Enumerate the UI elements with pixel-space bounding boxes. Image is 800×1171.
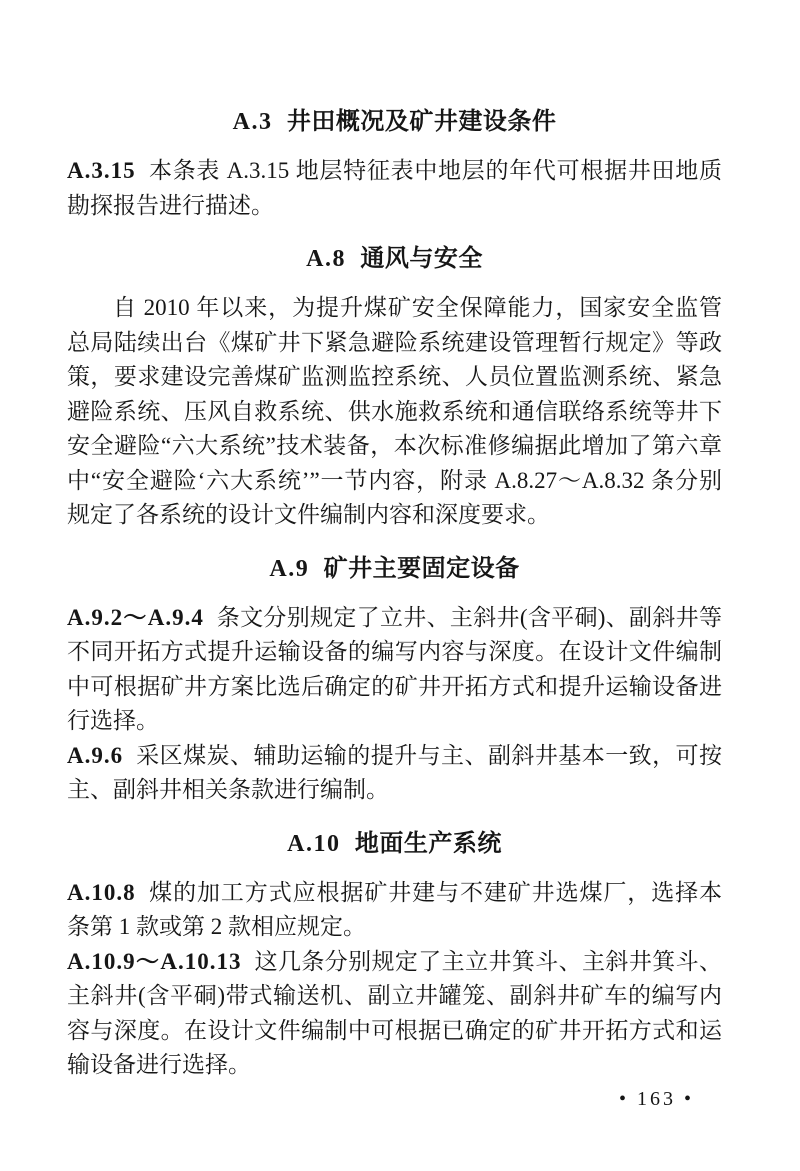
clause-paragraph: [67, 739, 722, 808]
clause-text: 煤的加工方式应根据矿井建与不建矿井选煤厂，选择本条第 1 款或第 2 款相应规定。: [67, 879, 722, 939]
section-heading: [67, 827, 722, 861]
section-number: A.3: [232, 109, 273, 135]
page-number: • 163 •: [618, 1088, 694, 1110]
clause-label: A.3.15: [67, 158, 136, 183]
clause-text: 本条表 A.3.15 地层特征表中地层的年代可根据井田地质勘探报告进行描述。: [67, 158, 722, 218]
section-a9: [67, 552, 722, 808]
clause-text: 这几条分别规定了主立井箕斗、主斜井箕斗、主斜井(含平硐)带式输送机、副立井罐笼、副斜井矿车的编写内容与深度。在设计文件编制中可根据已确定的矿井开拓方式和运输设备进行选择。: [67, 948, 722, 1077]
clause-label: A.9.6: [67, 742, 124, 768]
clause-label: A.9.2～A.9.4: [67, 604, 204, 630]
section-number: A.10: [287, 830, 341, 857]
clause-paragraph: [67, 601, 722, 739]
clause-paragraph: [67, 291, 722, 533]
clause-text: 条文分别规定了立井、主斜井(含平硐)、副斜井等不同开拓方式提升运输设备的编写内容与深度。在设计文件编制中可根据矿井方案比选后确定的矿井开拓方式和提升运输设备进行选择。: [67, 604, 722, 733]
section-heading: [67, 242, 722, 276]
clause-paragraph: [67, 945, 722, 1083]
clause-label: A.10.8: [67, 879, 136, 905]
section-a8: [67, 242, 722, 533]
section-title: 井田概况及矿井建设条件: [286, 109, 557, 135]
section-a3: [67, 105, 722, 223]
clause-label: A.10.9～A.10.13: [67, 948, 242, 974]
section-heading: [67, 552, 722, 586]
clause-text: 自 2010 年以来，为提升煤矿安全保障能力，国家安全监管总局陆续出台《煤矿井下紧急避险系统建设管理暂行规定》等政策，要求建设完善煤矿监测监控系统、人员位置监测系统、紧急避险系统、压风自救系统、供水施救系统和通信联络系统等井下安全避险“六大系统”技术装备，本次标准修编据此增加了第六章中“安全避险‘六大系统’”一节内容，附录 A.8.27～A.8.32 条分别规定了各系统的设计文件编制内容和深度要求。: [67, 295, 722, 527]
clause-text: 采区煤炭、辅助运输的提升与主、副斜井基本一致，可按主、副斜井相关条款进行编制。: [67, 742, 722, 802]
section-title: 通风与安全: [360, 246, 483, 272]
section-number: A.8: [306, 246, 346, 272]
section-title: 地面生产系统: [354, 830, 502, 857]
section-title: 矿井主要固定设备: [323, 555, 520, 582]
clause-paragraph: [67, 876, 722, 945]
section-number: A.9: [269, 555, 310, 582]
section-a10: [67, 827, 722, 1083]
section-heading: [67, 105, 722, 139]
clause-paragraph: [67, 154, 722, 223]
